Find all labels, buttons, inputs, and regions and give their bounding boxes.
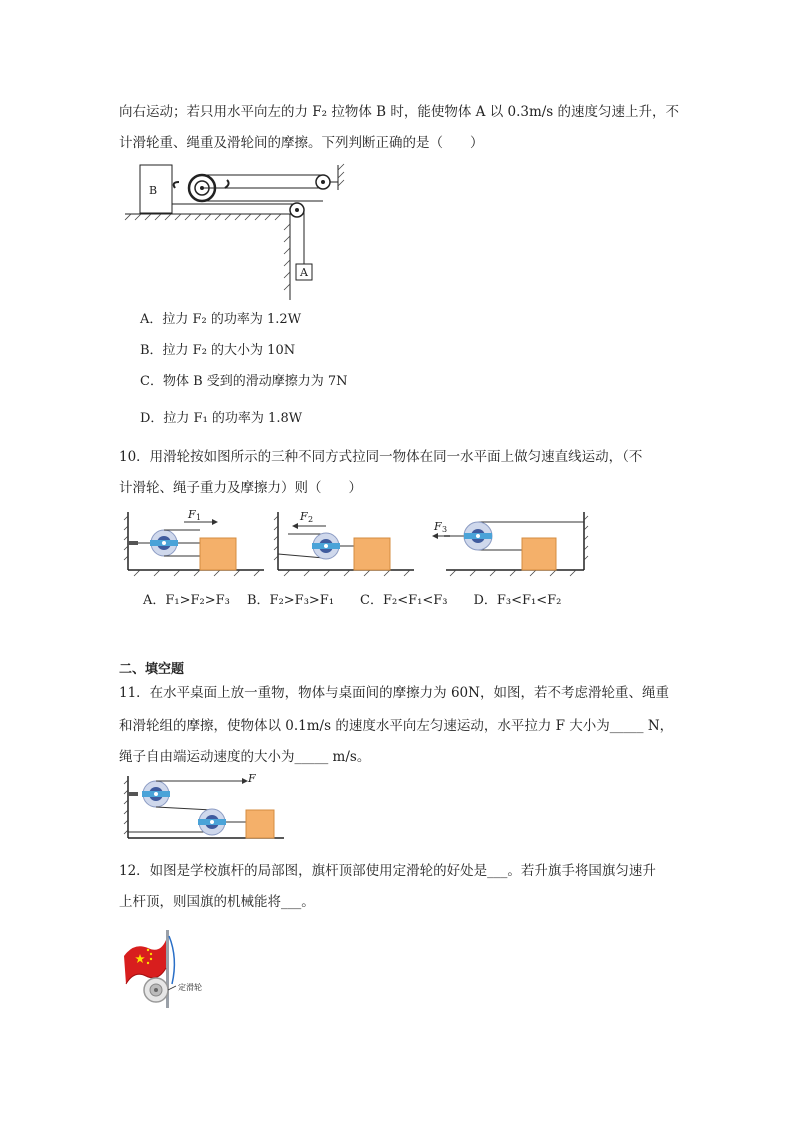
q11-text-line-1: 11．在水平桌面上放一重物，物体与桌面间的摩擦力为 60N，如图，若不考虑滑轮重、绳重 [119, 685, 669, 701]
pulley-label: 定滑轮 [178, 983, 202, 992]
q10-options: A．F₁>F₂>F₃ B．F₂>F₃>F₁ C．F₂<F₁<F₃ D．F₃<F₁<F₂ [143, 593, 562, 608]
box-2 [354, 538, 390, 570]
q9-option-c: C．物体 B 受到的滑动摩擦力为 7N [140, 374, 348, 389]
q10-figure-3 [430, 508, 590, 578]
q9-option-d: D．拉力 F₁ 的功率为 1.8W [140, 411, 303, 426]
q12-text-line-2: 上杆顶，则国旗的机械能将___。 [119, 894, 315, 910]
f2-label: F [300, 510, 308, 523]
section-title-fill-in: 二、填空题 [119, 662, 185, 677]
block-a-label: A [300, 266, 308, 279]
q9-text-line-2: 计滑轮重、绳重及滑轮间的摩擦。下列判断正确的是（ ） [119, 135, 484, 151]
q10-figure-2 [274, 508, 416, 578]
force-f-label: F [248, 772, 256, 785]
block-b-label: B [149, 184, 158, 197]
svg-text:1: 1 [196, 513, 202, 522]
q9-pulley-figure [120, 160, 360, 305]
q12-text-line-1: 12．如图是学校旗杆的局部图，旗杆顶部使用定滑轮的好处是___。若升旗手将国旗匀速升 [119, 863, 656, 879]
q9-option-a: A．拉力 F₂ 的功率为 1.2W [140, 312, 302, 327]
q10-figure-1 [124, 508, 266, 578]
q10-text-line-2: 计滑轮、绳子重力及摩擦力）则（ ） [119, 480, 362, 496]
box-1 [200, 538, 236, 570]
svg-text:2: 2 [308, 515, 314, 524]
q9-option-b: B．拉力 F₂ 的大小为 10N [140, 343, 296, 358]
q11-pulley-figure [124, 772, 288, 844]
q10-text-line-1: 10．用滑轮按如图所示的三种不同方式拉同一物体在同一水平面上做匀速直线运动，（不 [119, 449, 643, 465]
box-3 [522, 538, 556, 570]
q11-text-line-3: 绳子自由端运动速度的大小为_____ m/s。 [119, 749, 371, 765]
q12-flag-figure [120, 928, 230, 1010]
flag [124, 940, 166, 984]
q9-text-line-1: 向右运动；若只用水平向左的力 F₂ 拉物体 B 时，能使物体 A 以 0.3m/s 的速度匀速上升，不 [119, 104, 680, 120]
svg-text:3: 3 [442, 525, 448, 534]
box [246, 810, 274, 838]
f1-label: F [188, 508, 196, 521]
f3-label: F [434, 520, 442, 533]
q11-text-line-2: 和滑轮组的摩擦，使物体以 0.1m/s 的速度水平向左匀速运动，水平拉力 F 大小为_____ N， [119, 718, 674, 734]
